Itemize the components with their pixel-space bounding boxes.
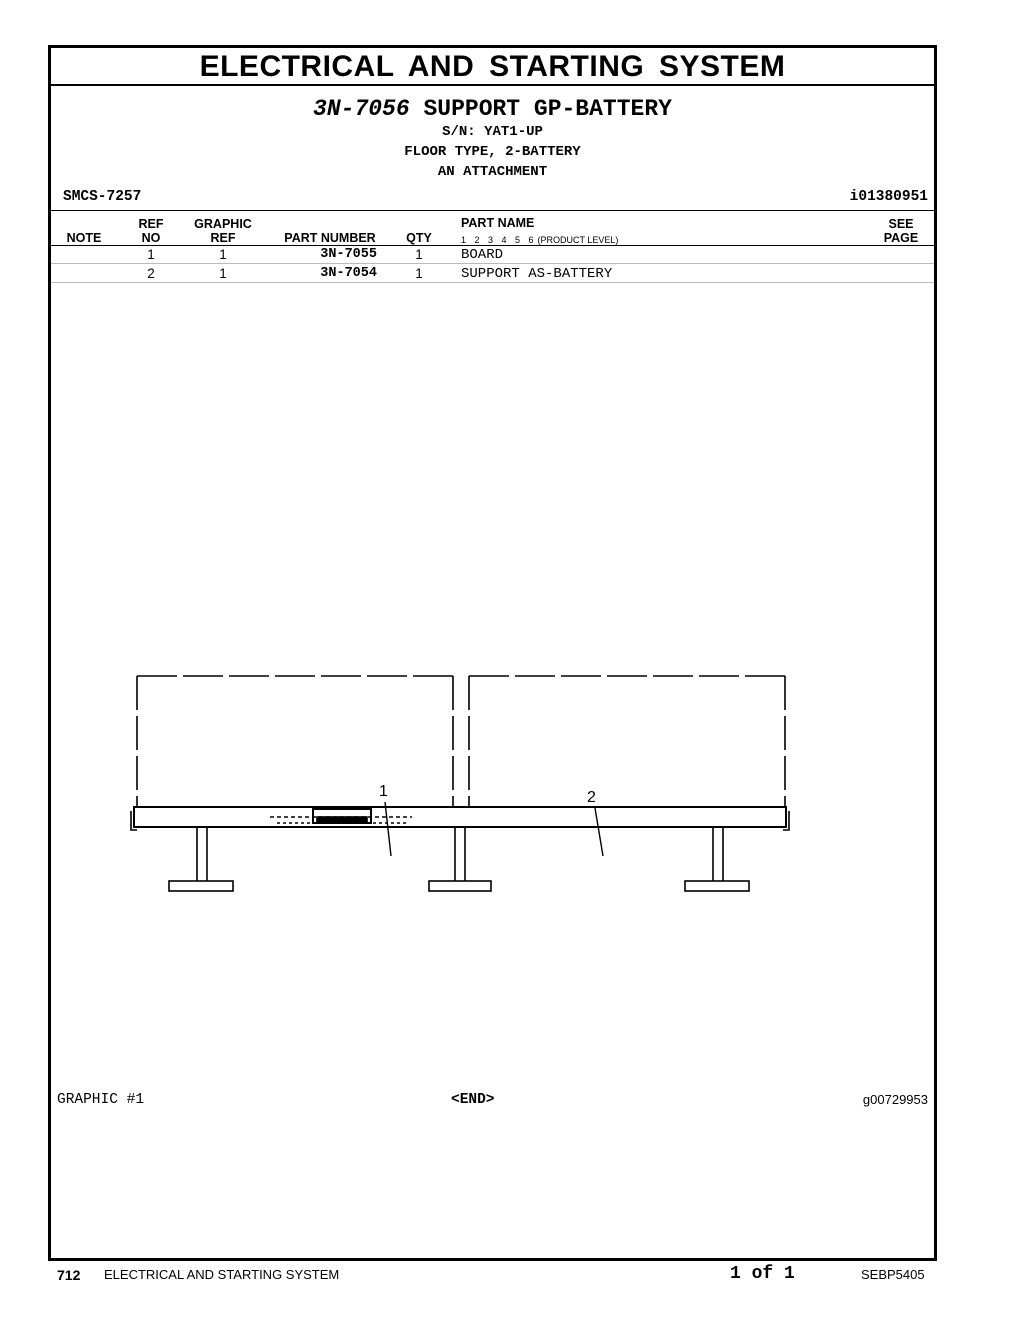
page-number: 712: [57, 1267, 81, 1283]
callout-2[interactable]: 2: [587, 789, 596, 806]
row-divider: [51, 263, 934, 264]
header-product-levels: [461, 235, 618, 245]
end-marker: <END>: [451, 1092, 495, 1108]
battery-support-illustration: [127, 670, 797, 910]
doc-id: SEBP5405: [861, 1267, 925, 1282]
row1-ref: 1: [147, 247, 155, 262]
group-attachment: AN ATTACHMENT: [437, 164, 548, 180]
illustration-id: i01380951: [849, 189, 928, 205]
row2-part-name: SUPPORT AS-BATTERY: [461, 266, 613, 282]
header-part-number: PART NUMBER: [284, 231, 376, 245]
row1-part-name: BOARD: [461, 247, 504, 263]
header-ref-bottom: NO: [141, 231, 161, 245]
row2-ref: 2: [147, 266, 155, 281]
group-title: [51, 96, 934, 122]
table-bottom-rule: [51, 282, 934, 283]
table-top-rule: [51, 210, 934, 211]
header-ref-top: REF: [138, 217, 164, 231]
section-title: ELECTRICAL AND STARTING SYSTEM: [51, 48, 934, 86]
row1-part-number[interactable]: 3N-7055: [320, 247, 377, 262]
smcs-code: SMCS-7257: [63, 189, 142, 205]
graphic-id: g00729953: [862, 1092, 928, 1107]
row2-graphic-ref: 1: [219, 266, 227, 281]
header-graphic-bottom: REF: [210, 231, 236, 245]
row1-qty: 1: [415, 247, 423, 262]
row1-graphic-ref: 1: [219, 247, 227, 262]
header-see-top: SEE: [888, 217, 914, 231]
header-qty: QTY: [406, 231, 432, 245]
header-graphic-top: GRAPHIC: [194, 217, 252, 231]
level-numbers: 1 2 3 4 5 6: [461, 235, 534, 245]
header-part-name: PART NAME: [461, 216, 535, 230]
serial-number: S/N: YAT1-UP: [442, 124, 543, 140]
page-of: 1 of 1: [730, 1264, 795, 1284]
row2-part-number[interactable]: 3N-7054: [320, 266, 377, 281]
group-description: FLOOR TYPE, 2-BATTERY: [404, 144, 581, 160]
footer-section: ELECTRICAL AND STARTING SYSTEM: [104, 1267, 340, 1282]
row2-qty: 1: [415, 266, 423, 281]
group-part-number[interactable]: 3N-7056: [313, 96, 410, 122]
callout-1[interactable]: 1: [379, 783, 388, 800]
graphic-label: GRAPHIC #1: [57, 1092, 145, 1108]
header-see-bottom: PAGE: [883, 231, 919, 245]
page-frame: [48, 45, 937, 1261]
header-note: NOTE: [66, 231, 102, 245]
table-header-rule: [51, 245, 934, 246]
product-level-label: (PRODUCT LEVEL): [537, 235, 619, 245]
group-name: SUPPORT GP-BATTERY: [423, 96, 672, 122]
